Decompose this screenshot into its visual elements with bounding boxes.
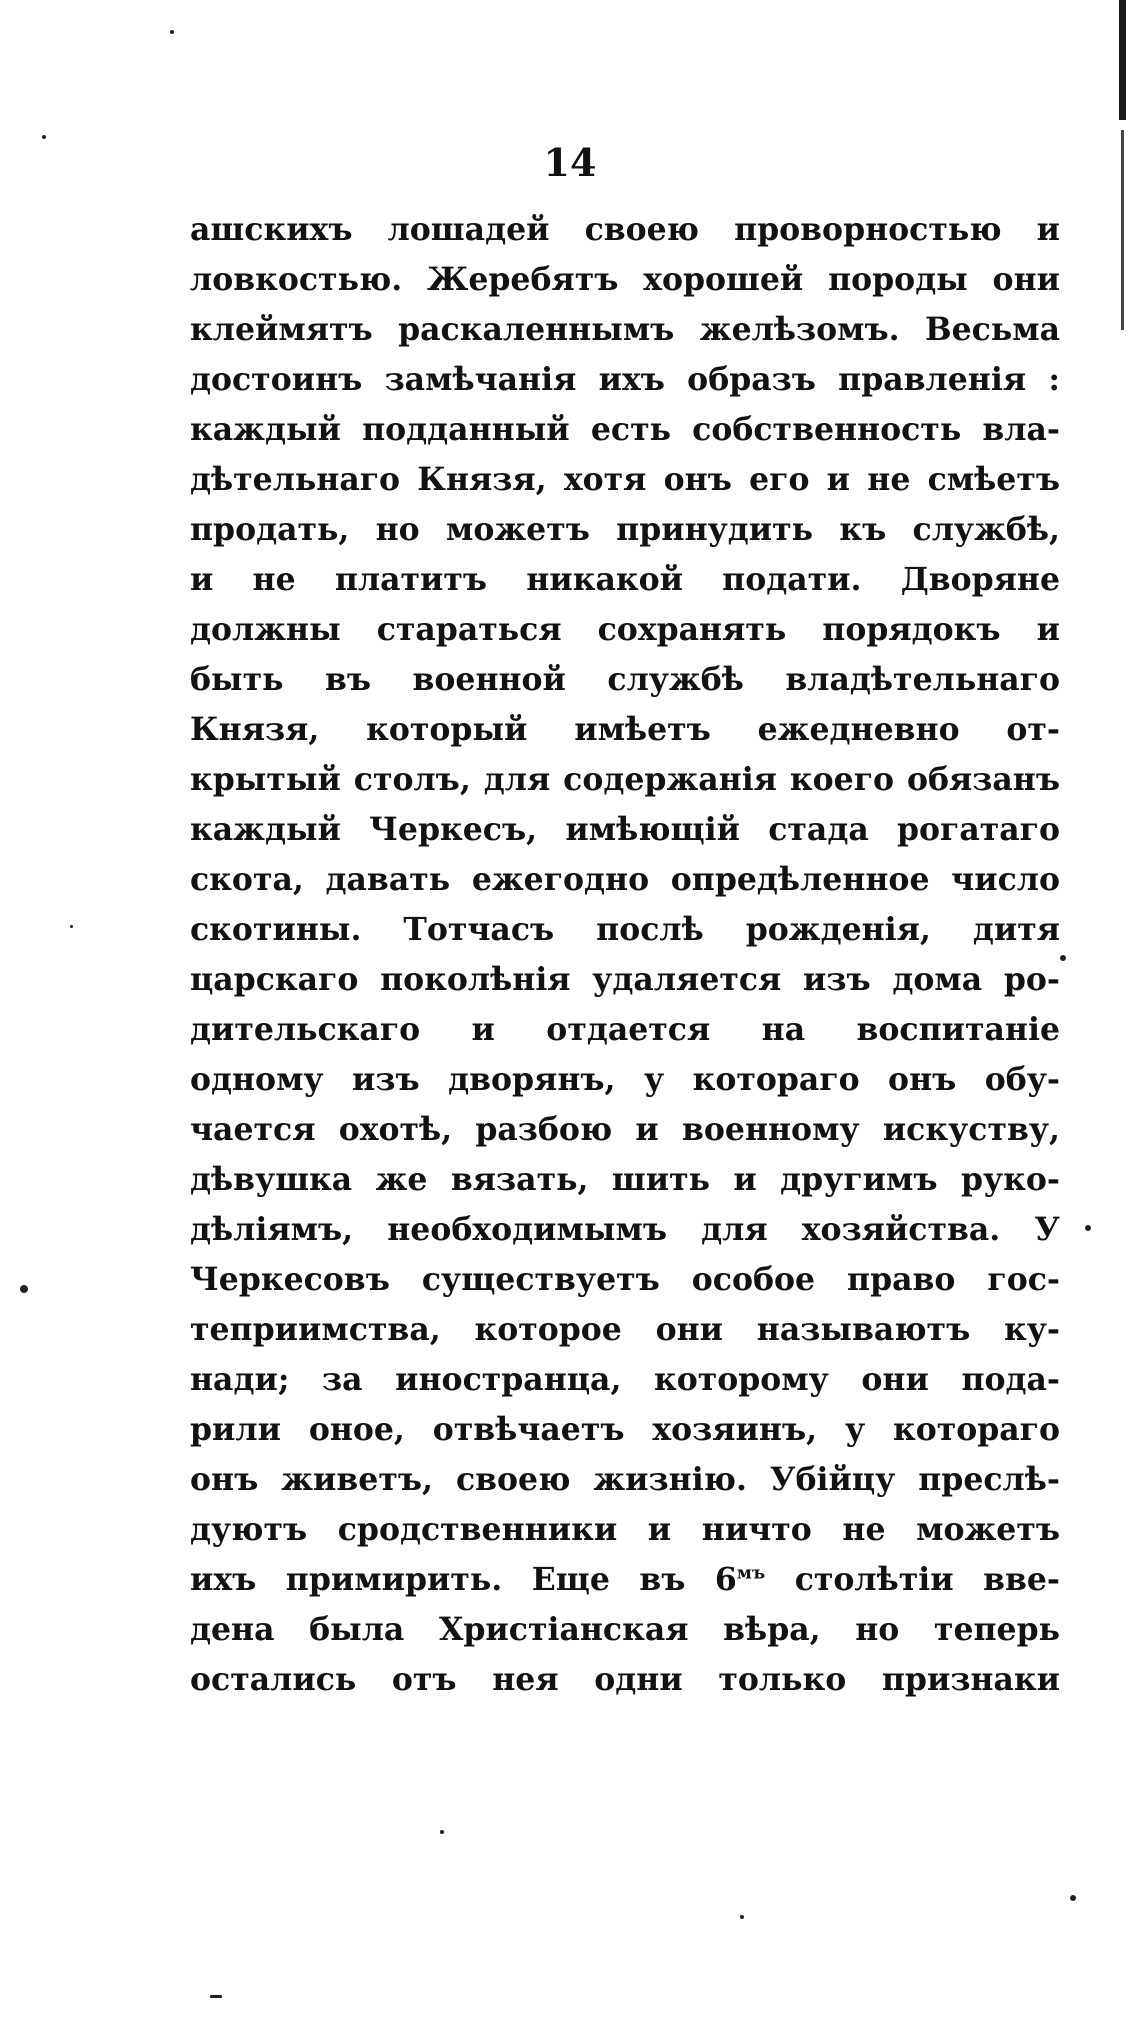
scan-edge-shadow — [1119, 0, 1126, 120]
scan-speck — [170, 30, 174, 34]
text-line: ловкостью. Жеребятъ хорошей породы они — [190, 261, 1060, 298]
body-text — [190, 205, 1060, 1705]
text-line: теприимства, которое они называютъ ку- — [190, 1311, 1060, 1348]
text-line: клеймятъ раскаленнымъ желѣзомъ. Весьма — [190, 311, 1060, 348]
text-line: скота, давать ежегодно опредѣленное число — [190, 861, 1060, 898]
text-line: дѣліямъ, необходимымъ для хозяйства. У — [190, 1211, 1060, 1248]
scan-speck — [1060, 955, 1066, 961]
text-line: нади; за иностранца, которому они пода- — [190, 1361, 1060, 1398]
text-line: продать, но можетъ принудить къ службѣ, — [190, 511, 1060, 548]
text-line: каждый подданный есть собственность вла- — [190, 411, 1060, 448]
text-line: дѣтельнаго Князя, хотя онъ его и не смѣетъ — [190, 461, 1060, 498]
text-line: дуютъ сродственники и ничто не можетъ — [190, 1511, 1060, 1548]
text-line: царскаго поколѣнія удаляется изъ дома ро- — [190, 961, 1060, 998]
text-line: и не платитъ никакой подати. Дворяне — [190, 561, 1060, 598]
scan-speck — [70, 925, 73, 928]
text-line: онъ живетъ, своею жизнію. Убійцу преслѣ- — [190, 1461, 1060, 1498]
text-line: дительскаго и отдается на воспитаніе — [190, 1011, 1060, 1048]
text-line: каждый Черкесъ, имѣющій стада рогатаго — [190, 811, 1060, 848]
text-line: дѣвушка же вязать, шить и другимъ руко- — [190, 1161, 1060, 1198]
superscript-ordinal: мъ — [736, 1563, 766, 1584]
scan-speck — [42, 135, 46, 139]
page-number: 14 — [543, 140, 597, 185]
text-line: скотины. Тотчасъ послѣ рожденія, дитя — [190, 911, 1060, 948]
text-line: чается охотѣ, разбою и военному искуству, — [190, 1111, 1060, 1148]
text-line: остались отъ нея одни только признаки — [190, 1661, 1060, 1698]
text-line: достоинъ замѣчанія ихъ образъ правленія : — [190, 361, 1060, 398]
text-line-with-superscript — [190, 1555, 1060, 1605]
text-line: ашскихъ лошадей своею проворностью и — [190, 211, 1060, 248]
text-line-head: ихъ примирить. Еще въ 6 — [190, 1561, 737, 1598]
scan-speck — [440, 1830, 444, 1834]
scan-speck — [1070, 1895, 1076, 1901]
text-line: Черкесовъ существуетъ особое право гос- — [190, 1261, 1060, 1298]
scan-speck — [740, 1915, 744, 1919]
text-line: Князя, который имѣетъ ежедневно от- — [190, 711, 1060, 748]
text-line: быть въ военной службѣ владѣтельнаго — [190, 661, 1060, 698]
text-line: одному изъ дворянъ, у котораго онъ обу- — [190, 1061, 1060, 1098]
scan-speck — [1085, 1225, 1091, 1231]
scan-speck — [210, 1995, 222, 1998]
text-line: рили оное, отвѣчаетъ хозяинъ, у котораго — [190, 1411, 1060, 1448]
text-line: дена была Христіанская вѣра, но теперь — [190, 1611, 1060, 1648]
text-line-tail: столѣтіи вве- — [765, 1561, 1060, 1598]
scan-speck — [20, 1285, 28, 1293]
text-line: крытый столъ, для содержанія коего обязанъ — [190, 761, 1060, 798]
text-line: должны стараться сохранять порядокъ и — [190, 611, 1060, 648]
